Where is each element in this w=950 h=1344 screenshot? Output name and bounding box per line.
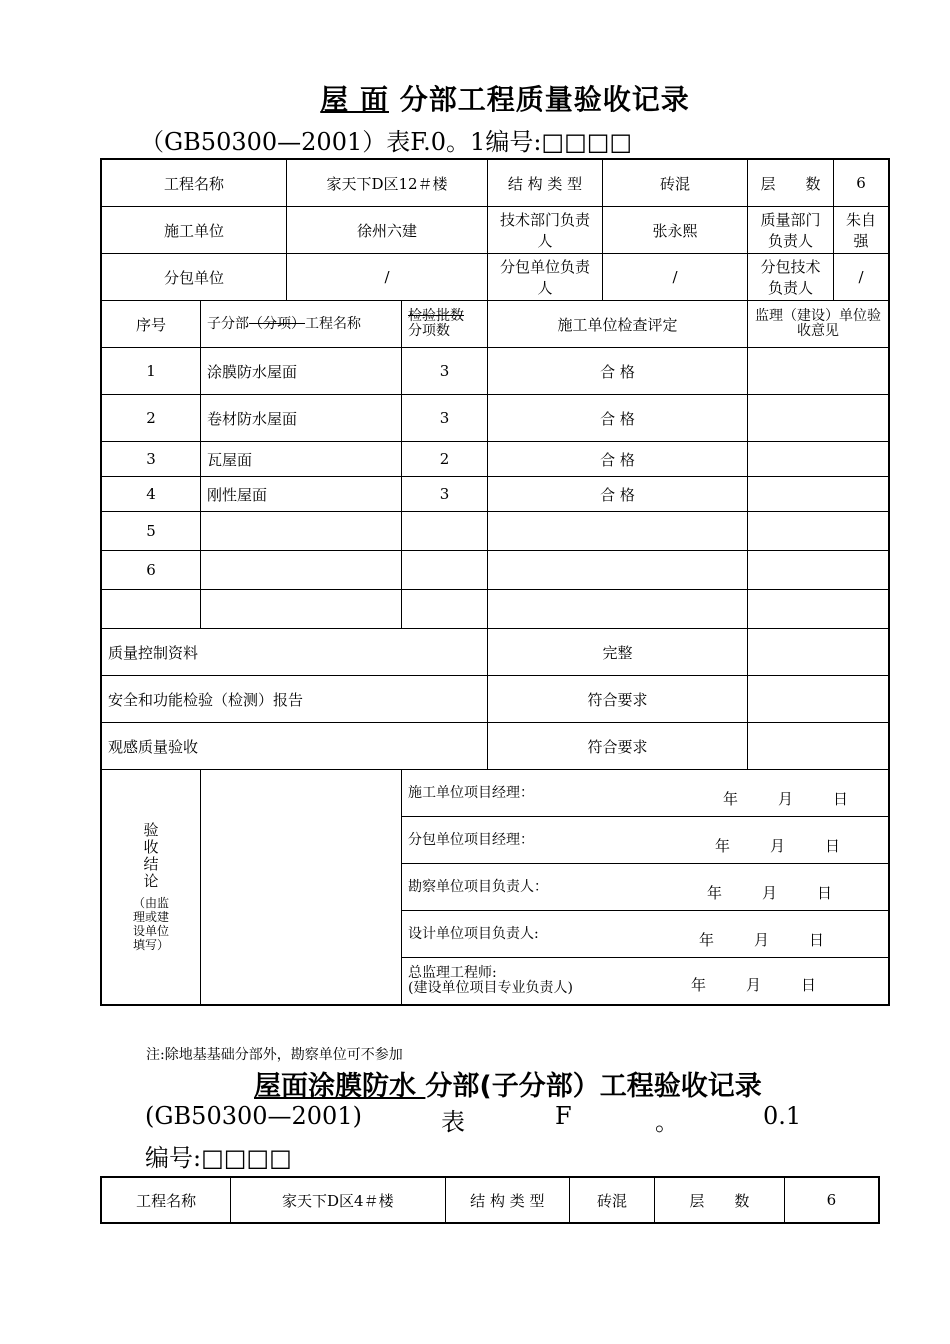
- row-name: 瓦屋面: [201, 442, 402, 477]
- signer-date: 年 月 日: [690, 976, 816, 994]
- col-supervision: 监理（建设）单位验收意见: [748, 301, 890, 348]
- title2-underlined: 屋面涂膜防水: [254, 1071, 426, 1102]
- signer-date: 年 月 日: [698, 931, 824, 949]
- signer-cell: [402, 864, 890, 911]
- col-check: 施工单位检查评定: [488, 301, 748, 348]
- floors-value: 6: [834, 159, 890, 207]
- row-check: 合 格: [488, 477, 748, 512]
- signer-cell: [402, 911, 890, 958]
- row-count: 2: [402, 442, 488, 477]
- signer-label: 设计单位项目负责人:: [408, 925, 539, 942]
- title-underlined: 屋 面: [320, 83, 389, 116]
- row-check: [488, 590, 748, 629]
- form-title-2: [254, 1064, 762, 1103]
- signer-label: 分包单位项目经理：: [408, 831, 534, 848]
- row-seq: 5: [101, 512, 201, 551]
- summary-value: 符合要求: [488, 676, 748, 723]
- table-row: [101, 395, 889, 442]
- row-supervision: [748, 477, 890, 512]
- row-count: 3: [402, 395, 488, 442]
- row-seq: 3: [101, 442, 201, 477]
- project-name-2: 家天下D区4＃楼: [231, 1177, 445, 1223]
- tech-head-value: 张永熙: [603, 207, 748, 254]
- signer-cell: [402, 817, 890, 864]
- structure-label: 结 构 类 型: [488, 159, 603, 207]
- conclusion-char: 验: [143, 821, 159, 839]
- summary-row: [101, 676, 889, 723]
- quality-head-label: 质量部门负责人: [748, 207, 834, 254]
- summary-label: 安全和功能检验（检测）报告: [101, 676, 488, 723]
- quality-head-value: 朱自强: [834, 207, 890, 254]
- row-supervision: [748, 395, 890, 442]
- signer-label: 施工单位项目经理：: [408, 784, 534, 801]
- structure-value: 砖混: [603, 159, 748, 207]
- tech-head-label: 技术部门负责人: [488, 207, 603, 254]
- footnote: 注:除地基基础分部外，勘察单位可不参加: [146, 1047, 403, 1063]
- col-count: 检验批数 分项数: [402, 301, 488, 348]
- summary-supervision: [748, 723, 890, 770]
- summary-row: [101, 629, 889, 676]
- summary-row: [101, 723, 889, 770]
- table-row: [101, 442, 889, 477]
- conclusion-note: 设单位: [132, 924, 169, 938]
- row-seq: 2: [101, 395, 201, 442]
- row-name: [201, 551, 402, 590]
- project-name-label: 工程名称: [101, 159, 287, 207]
- form-subtitle: （GB50300—2001）表F.0。1编号:□□□□: [140, 128, 633, 156]
- row-name: [201, 512, 402, 551]
- row-name: 刚性屋面: [201, 477, 402, 512]
- row-check: 合 格: [488, 348, 748, 395]
- summary-label: 观感质量验收: [101, 723, 488, 770]
- conclusion-note: 理或建: [132, 910, 169, 924]
- structure-label-2: 结 构 类 型: [445, 1177, 570, 1223]
- row-seq: 4: [101, 477, 201, 512]
- conclusion-note: （由监: [132, 896, 169, 910]
- summary-supervision: [748, 629, 890, 676]
- row-check: 合 格: [488, 395, 748, 442]
- signer-date: 年 月 日: [706, 884, 832, 902]
- sub-head-value: /: [603, 254, 748, 301]
- signer-date: 年 月 日: [722, 790, 848, 808]
- conclusion-char: 结: [143, 855, 159, 873]
- row-name: 卷材防水屋面: [201, 395, 402, 442]
- acceptance-table: [100, 158, 890, 1006]
- sub-unit-value: /: [287, 254, 488, 301]
- row-check: 合 格: [488, 442, 748, 477]
- sub-tech-label: 分包技术负责人: [748, 254, 834, 301]
- acceptance-table-2: [100, 1176, 880, 1224]
- project-name-label-2: 工程名称: [101, 1177, 231, 1223]
- row-check: [488, 551, 748, 590]
- project-name: 家天下D区12＃楼: [287, 159, 488, 207]
- row-check: [488, 512, 748, 551]
- row-count: [402, 512, 488, 551]
- constructor-value: 徐州六建: [287, 207, 488, 254]
- table-row: [101, 348, 889, 395]
- constructor-label: 施工单位: [101, 207, 287, 254]
- row-supervision: [748, 512, 890, 551]
- row-name: [201, 590, 402, 629]
- row-supervision: [748, 551, 890, 590]
- sub-tech-value: /: [834, 254, 890, 301]
- table-row: [101, 590, 889, 629]
- conclusion-char: 收: [143, 838, 159, 856]
- row-count: [402, 551, 488, 590]
- summary-value: 符合要求: [488, 723, 748, 770]
- floors-label: 层 数: [748, 159, 834, 207]
- col-seq: 序号: [101, 301, 201, 348]
- signer-label: 总监理工程师:: [408, 965, 497, 981]
- title-rest: 分部工程质量验收记录: [399, 83, 690, 116]
- sub-unit-label: 分包单位: [101, 254, 287, 301]
- conclusion-char: 论: [143, 872, 159, 890]
- row-seq: [101, 590, 201, 629]
- form-subtitle-2-line2: 编号:□□□□: [145, 1144, 292, 1172]
- title2-rest: 分部(子分部）工程验收记录: [425, 1071, 762, 1102]
- row-count: 3: [402, 477, 488, 512]
- structure-value-2: 砖混: [570, 1177, 655, 1223]
- table-row: [101, 512, 889, 551]
- col-name: 子分部（分项）工程名称: [201, 301, 402, 348]
- form-title: [0, 78, 950, 118]
- sub-head-label: 分包单位负责人: [488, 254, 603, 301]
- signer-label: 勘察单位项目负责人：: [408, 878, 548, 895]
- row-seq: 1: [101, 348, 201, 395]
- conclusion-note: 填写）: [132, 938, 169, 952]
- row-seq: 6: [101, 551, 201, 590]
- row-count: [402, 590, 488, 629]
- row-supervision: [748, 442, 890, 477]
- floors-value-2: 6: [784, 1177, 879, 1223]
- signer-cell: [402, 958, 890, 1006]
- conclusion-label: [101, 770, 201, 1006]
- table-row: [101, 551, 889, 590]
- conclusion-blank: [201, 770, 402, 1006]
- signer-date: 年 月 日: [714, 837, 840, 855]
- row-name: 涂膜防水屋面: [201, 348, 402, 395]
- signer-cell: [402, 770, 890, 817]
- row-supervision: [748, 590, 890, 629]
- floors-label-2: 层 数: [654, 1177, 784, 1223]
- table-row: [101, 477, 889, 512]
- summary-value: 完整: [488, 629, 748, 676]
- row-supervision: [748, 348, 890, 395]
- signer-label-2: (建设单位项目专业负责人): [408, 980, 573, 996]
- row-count: 3: [402, 348, 488, 395]
- summary-supervision: [748, 676, 890, 723]
- signature-row: [101, 770, 889, 817]
- summary-label: 质量控制资料: [101, 629, 488, 676]
